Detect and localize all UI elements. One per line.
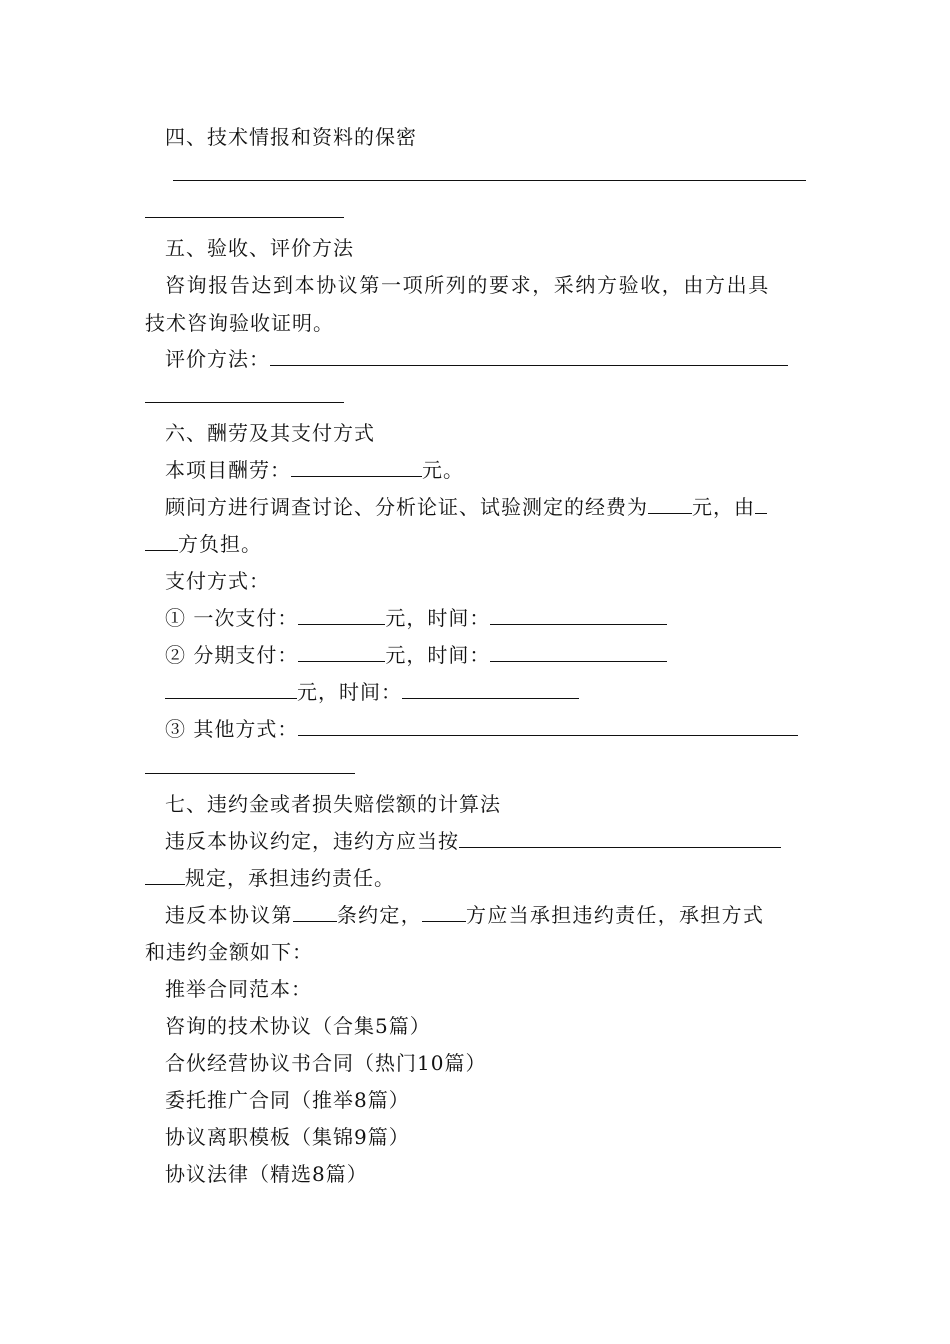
section-7-heading: 七、违约金或者损失赔偿额的计算法 [165,792,501,816]
breach-row-2 [165,902,764,928]
section-6-heading: 六、酬劳及其支付方式 [165,421,375,445]
payment-method-label: 支付方式： [165,569,270,593]
breach2-party-blank[interactable] [422,903,466,922]
payment-option-3 [165,716,798,742]
section-5-heading: 五、验收、评价方法 [165,236,354,260]
option-3-blank-cont[interactable] [145,773,355,774]
evaluation-method-blank[interactable] [270,347,788,366]
evaluation-method-label: 评价方法： [165,347,270,371]
breach2-text-c: 方应当承担违约责任，承担方式 [466,903,765,927]
fee-row [165,457,464,483]
recommend-link[interactable]: 咨询的技术协议（合集5篇） [165,1014,431,1038]
breach-rule-blank-cont[interactable] [145,866,185,885]
breach2-clause-blank[interactable] [293,903,337,922]
recommend-link[interactable]: 协议法律（精选8篇） [165,1162,368,1186]
recommend-link[interactable]: 合伙经营协议书合同（热门10篇） [165,1051,487,1075]
acceptance-paragraph-line-2: 技术咨询验收证明。 [145,311,334,335]
cost-amount-blank[interactable] [648,495,692,514]
section-4-blank-line[interactable] [173,180,806,181]
cost-text-b: 元，由 [692,495,755,519]
cost-party-blank[interactable] [755,495,767,514]
section-4-blank-line-cont[interactable] [145,217,344,218]
breach-row-2-cont: 和违约金额如下： [145,940,313,964]
breach-text-b: 规定，承担违约责任。 [185,866,395,890]
breach-row-1-cont [145,865,395,891]
option-2-time-blank[interactable] [490,643,667,662]
acceptance-paragraph-line-1: 咨询报告达到本协议第一项所列的要求，采纳方验收，由方出具 [165,273,770,297]
payment-option-2-cont [165,679,579,705]
payment-option-2 [165,642,667,668]
evaluation-blank-cont[interactable] [145,402,344,403]
cost-text-a: 顾问方进行调查讨论、分析论证、试验测定的经费为 [165,495,648,519]
recommend-label: 推举合同范本： [165,977,312,1001]
recommend-link[interactable]: 委托推广合同（推举8篇） [165,1088,410,1112]
breach-rule-blank[interactable] [459,829,781,848]
option-2-yuan-time: 元，时间： [385,643,491,667]
fee-label: 本项目酬劳： [165,458,291,482]
fee-amount-blank[interactable] [291,458,422,477]
option-2-amount-blank[interactable] [298,643,385,662]
cost-row-cont [145,531,262,557]
cost-party-blank-cont[interactable] [145,532,178,551]
option-1-amount-blank[interactable] [298,606,385,625]
option-2b-yuan-time: 元，时间： [297,680,402,704]
option-1-time-blank[interactable] [490,606,667,625]
breach-text-a: 违反本协议约定，违约方应当按 [165,829,459,853]
option-1-yuan-time: 元，时间： [385,606,491,630]
recommend-link[interactable]: 协议离职模板（集锦9篇） [165,1125,410,1149]
option-1-label: ① 一次支付： [165,606,299,630]
option-3-blank[interactable] [298,717,798,736]
option-2b-time-blank[interactable] [402,680,579,699]
option-2b-amount-blank[interactable] [165,680,297,699]
section-4-heading: 四、技术情报和资料的保密 [165,125,417,149]
breach2-text-b: 条约定， [336,903,423,927]
cost-row [165,494,767,520]
fee-unit: 元。 [422,458,464,482]
payment-option-1 [165,605,667,631]
option-2-label: ② 分期支付： [165,643,299,667]
evaluation-method-row [165,346,788,372]
cost-text-c: 方负担。 [178,532,262,556]
breach2-text-a: 违反本协议第 [165,903,293,927]
option-3-label: ③ 其他方式： [165,717,299,741]
breach-row-1 [165,828,781,854]
